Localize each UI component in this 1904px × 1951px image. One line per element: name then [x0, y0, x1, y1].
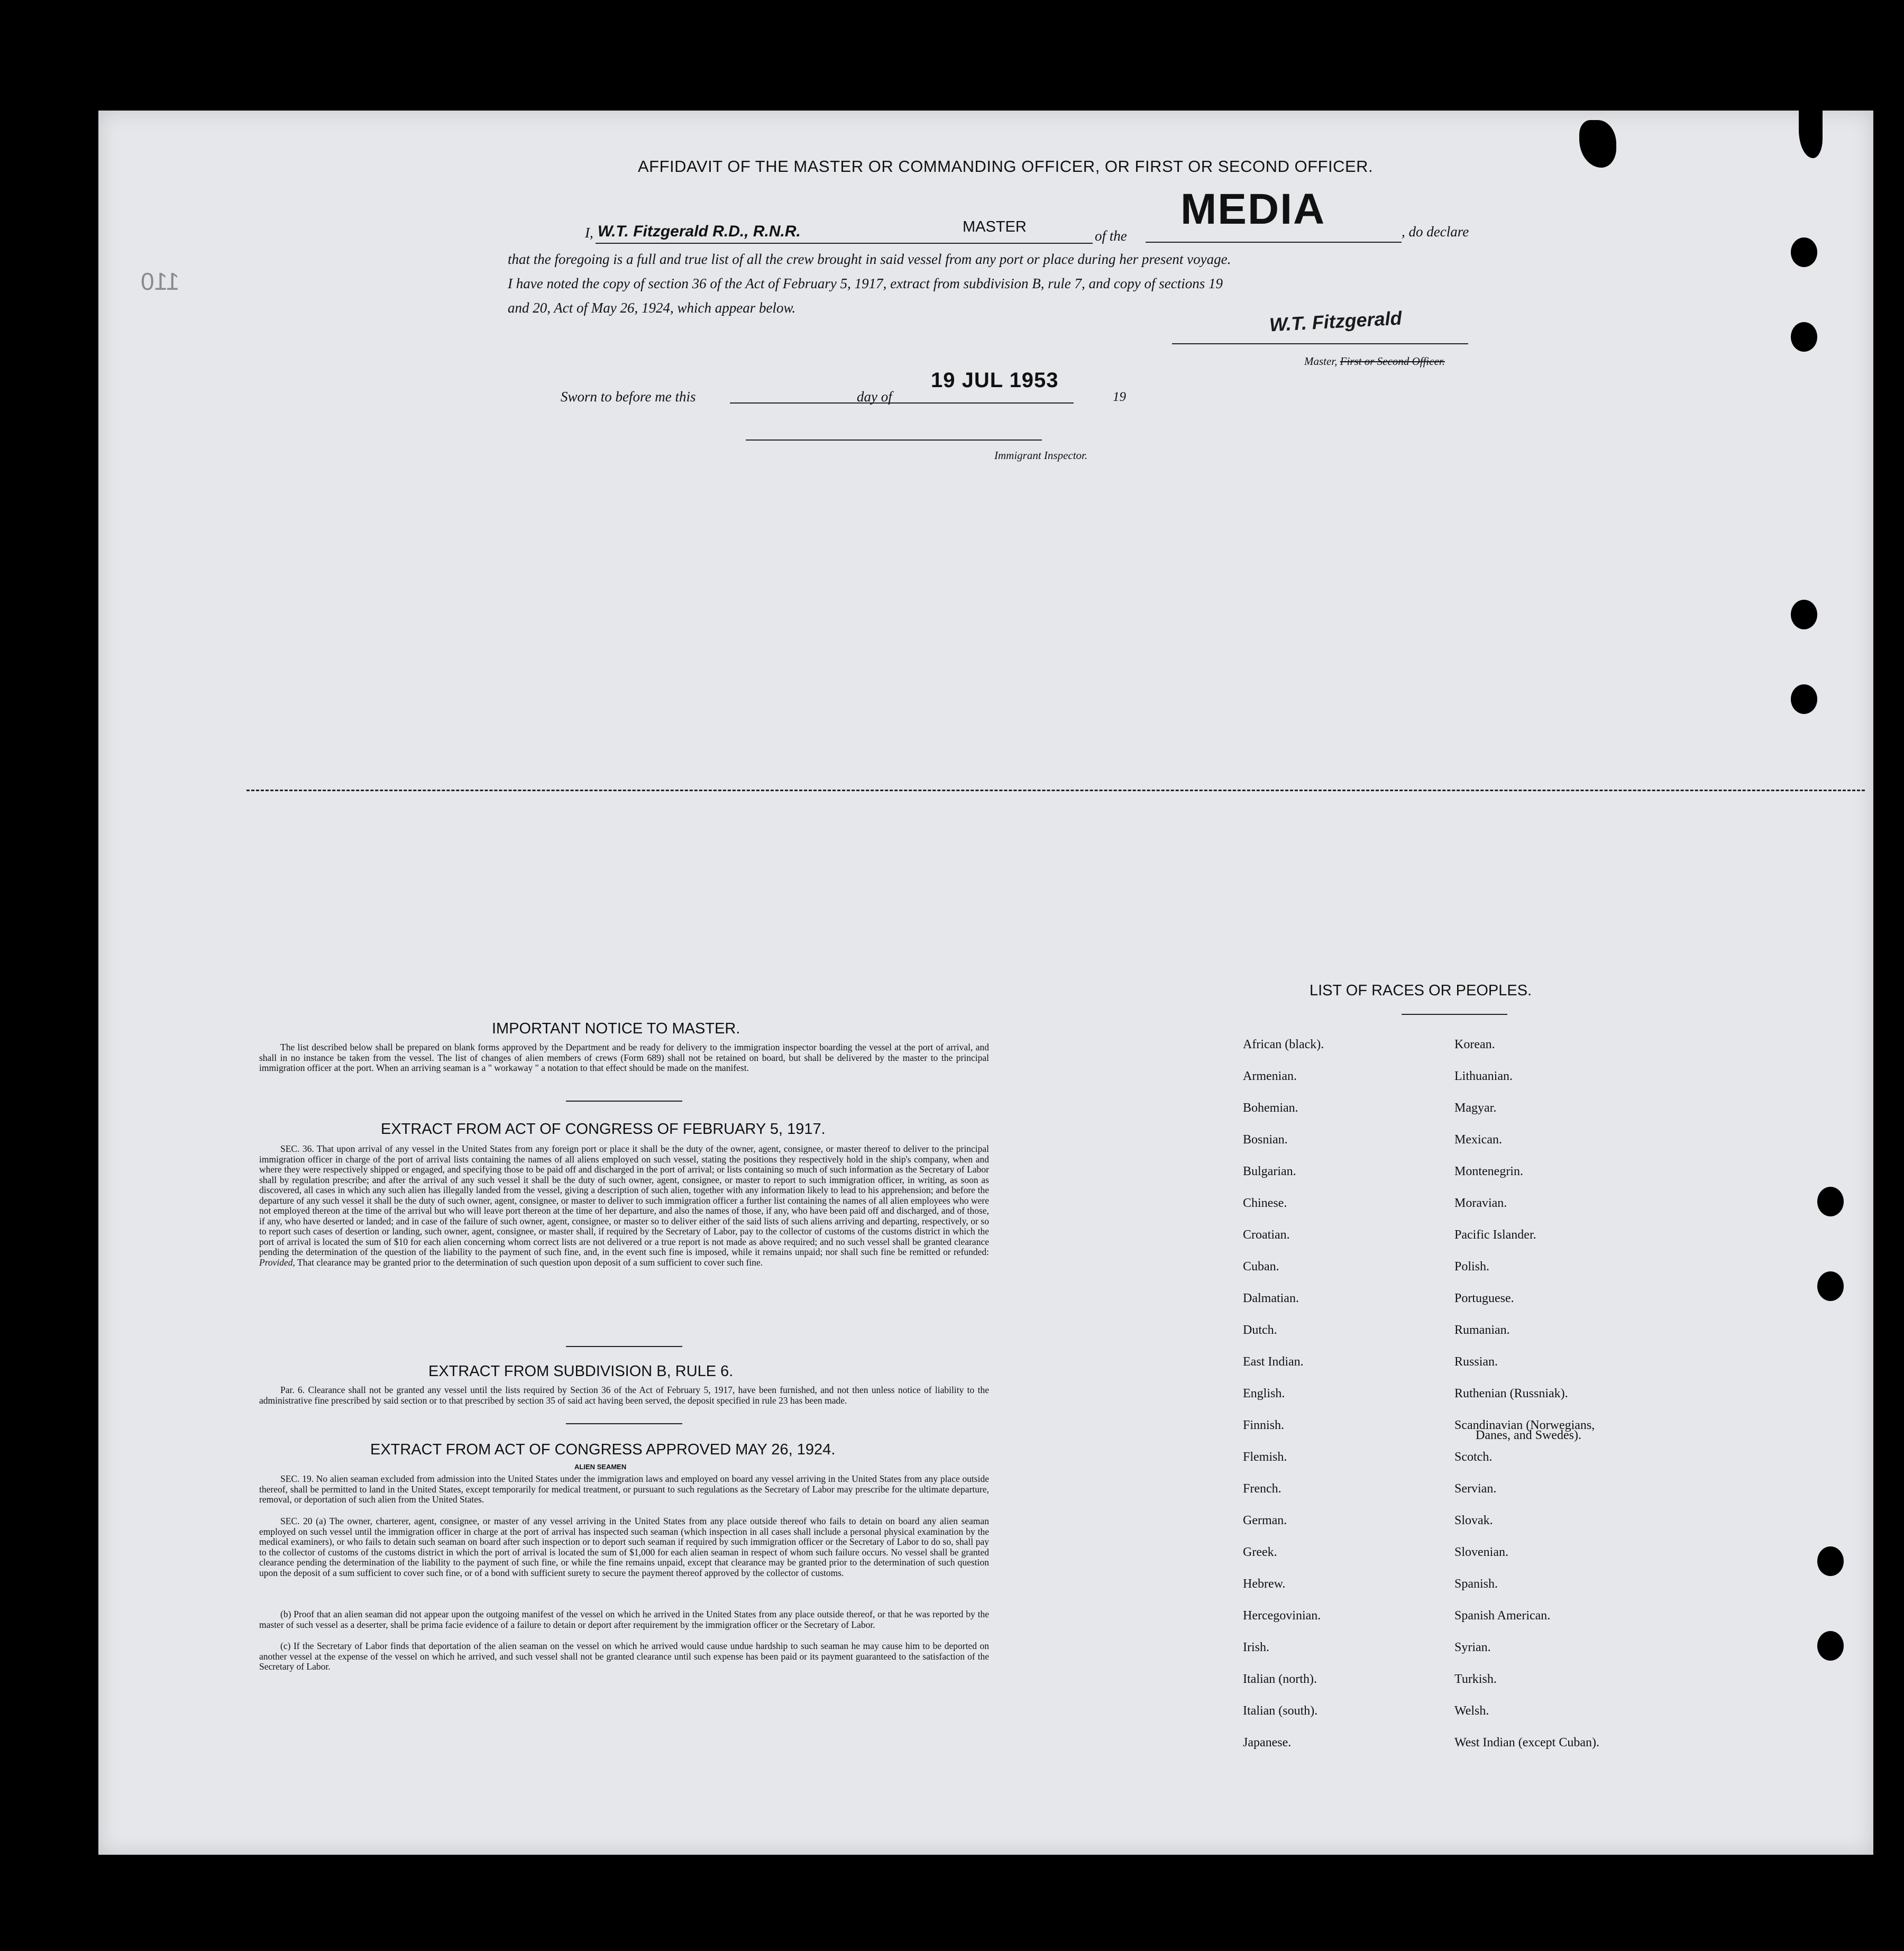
race-item: Spanish.: [1454, 1577, 1498, 1591]
extract-1917-text: SEC. 36. That upon arrival of any vessel in the United States from any foreign port or place it shall be the duty of the owner, agent, consignee, or master thereof to deliver to the principal immigration officer in charge of the port of arrival lists containing the names of all aliens employed on such vessel, stating the positions they respectively hold in the ship's company, when and where they were respectively shipped or engaged, and specifying those to be paid off and discharged in the port of arrival; or lists containing so much of such information as the Secretary of Labor shall by regulation prescribe; and after the arrival of any such vessel it shall be the duty of such owner, agent, consignee, or master to report to such immigration officer, in writing, as soon as discovered, all cases in which any such alien has illegally landed from the vessel, giving a description of such alien, together with any information likely to lead to his apprehension; and before the departure of any such vessel it shall be the duty of such owner, agent, consignee, or master to deliver to such immigration officer a further list containing the names of all alien employees who were not employed thereon at the time of the arrival but who will leave port thereon at the time of her departure, and also the names of those, if any, who have been paid off and discharged, and of those, if any, who have deserted or landed; and in case of the failure of such owner, agent, consignee, or master so to deliver either of the said lists of such aliens arriving and departing, respectively, or so to report such cases of desertion or landing, such owner, agent, consignee, or master shall, if required by the Secretary of Labor, pay to the collector of customs of the customs district in which the port of arrival is located the sum of $10 for each alien concerning whom correct lists are not delivered or a true report is not made as above required; and no such vessel shall be granted clearance pending the determination of the question of the liability to the payment of such fine, and, in the event such fine is imposed, while it remains unpaid; nor shall such fine be remitted or refunded:: [259, 1143, 989, 1257]
affidavit-line-3: and 20, Act of May 26, 1924, which appear below.: [508, 300, 796, 316]
race-item: Bohemian.: [1243, 1101, 1298, 1115]
race-item: Mexican.: [1454, 1133, 1502, 1147]
race-item: Flemish.: [1243, 1450, 1287, 1464]
extract-1924-sec20c: (c) If the Secretary of Labor finds that deportation of the alien seaman on the vessel on which he arrived would cause undue hardship to such seaman he may cause him to be deported on another vessel at the expense of the vessel on which he arrived, and such vessel shall not be granted clearance until such expense has been paid or its payment guaranteed to the satisfaction of the Secretary of Labor.: [259, 1641, 989, 1672]
race-item: Greek.: [1243, 1545, 1277, 1559]
divider: [566, 1423, 682, 1424]
notice-body: The list described below shall be prepared on blank forms approved by the Department and be ready for delivery to the immigration inspector boarding the vessel at the port of arrival, and shall in no instance be taken from the vessel. The list of changes of alien members of crews (Form 689) shall not be retained on board, but shall be delivered by the master to the principal immigration officer at the port. When an arriving seaman is a " workaway " a notation to that effect should be made on the manifest.: [259, 1042, 989, 1073]
do-declare-label: , do declare: [1402, 224, 1469, 240]
extract-1917-proviso-word: Provided,: [259, 1257, 295, 1268]
margin-number: 110: [141, 268, 180, 295]
signature-caption-master: Master,: [1304, 355, 1338, 368]
ink-blot: [1579, 120, 1616, 168]
race-item: French.: [1243, 1482, 1281, 1496]
races-title: LIST OF RACES OR PEOPLES.: [1310, 982, 1532, 999]
race-item: Spanish American.: [1454, 1609, 1551, 1623]
race-item: Pacific Islander.: [1454, 1228, 1536, 1242]
divider: [566, 1346, 682, 1347]
race-item: Polish.: [1454, 1260, 1490, 1274]
race-item: Bosnian.: [1243, 1133, 1288, 1147]
vessel-underline: [1146, 242, 1402, 243]
race-item: Slovenian.: [1454, 1545, 1508, 1559]
race-item: Scandinavian (Norwegians,: [1454, 1418, 1595, 1432]
race-item: Montenegrin.: [1454, 1165, 1523, 1178]
fold-line: [246, 790, 1865, 791]
race-item: Rumanian.: [1454, 1323, 1510, 1337]
race-item: English.: [1243, 1387, 1285, 1400]
declarant-rank: MASTER: [963, 218, 1027, 235]
race-item: Scotch.: [1454, 1450, 1493, 1464]
extract-1924-subtitle: ALIEN SEAMEN: [574, 1463, 627, 1471]
race-item: Lithuanian.: [1454, 1069, 1513, 1083]
race-item: Dutch.: [1243, 1323, 1277, 1337]
race-item: East Indian.: [1243, 1355, 1304, 1369]
punch-hole: [1817, 1631, 1844, 1661]
day-of-label: day of: [857, 389, 892, 405]
manifest-page: [98, 111, 1873, 1855]
extract-1924-sec20b: (b) Proof that an alien seaman did not appear upon the outgoing manifest of the vessel on which he arrived in the United States from any place outside thereof, or that he was reported by the master of such vessel as a deserter, shall be prima facie evidence of a failure to detain or deport after requirement by the immigration officer or the Secretary of Labor.: [259, 1609, 989, 1630]
race-item: Syrian.: [1454, 1641, 1491, 1654]
punch-hole: [1791, 684, 1817, 714]
race-item: Italian (north).: [1243, 1672, 1317, 1686]
declarant-prefix: I,: [585, 225, 593, 241]
sworn-date-stamp: 19 JUL 1953: [931, 369, 1059, 392]
races-right-column: [1454, 1029, 1599, 1758]
race-item: Ruthenian (Russniak).: [1454, 1387, 1568, 1400]
race-item: Moravian.: [1454, 1196, 1507, 1210]
inspector-underline: [746, 439, 1042, 441]
race-item: Servian.: [1454, 1482, 1497, 1496]
race-item-continuation: Danes, and Swedes).: [1476, 1428, 1581, 1442]
master-signature: W.T. Fitzgerald: [1269, 307, 1403, 336]
extract-1917-proviso-rest: That clearance may be granted prior to the determination of such question upon deposit of a sum sufficient to cover such fine.: [297, 1257, 763, 1268]
race-item: Hebrew.: [1243, 1577, 1286, 1591]
race-item: Slovak.: [1454, 1514, 1493, 1527]
race-item: Welsh.: [1454, 1704, 1489, 1718]
punch-hole: [1791, 237, 1817, 267]
punch-hole: [1817, 1546, 1844, 1576]
sworn-prefix: Sworn to before me this: [561, 389, 696, 405]
divider: [1402, 1014, 1507, 1015]
extract-1924-sec20a: SEC. 20 (a) The owner, charterer, agent, consignee, or master of any vessel arriving in the United States from any place outside thereof who fails to detain on board any alien seaman employed on such vessel until the immigration officer in charge at the port of arrival has inspected such seaman (which inspection in all cases shall include a personal physical examination by the medical examiners), or who fails to detain such seaman on board after such inspection or to deport such seaman if required by such immigration officer or the Secretary of Labor to do so, shall pay to the collector of customs of the customs district in which the port of arrival is located the sum of $1,000 for each alien seaman in respect of whom such failure occurs. No vessel shall be granted clearance pending the determination of the liability to the payment of such fine, or while the fine remains unpaid, except that clearance may be granted prior to the determination of such question upon the deposit of a sum sufficient to cover such fine, or of a bond with sufficient surety to secure the payment thereof approved by the collector of customs.: [259, 1516, 989, 1578]
extract-rule6-body: Par. 6. Clearance shall not be granted any vessel until the lists required by Section 36 of the Act of February 5, 1917, have been furnished, and not then unless notice of liability to the administrative fine prescribed by said section or to that prescribed by section 35 of said act having been served, the deposit specified in rule 23 has been made.: [259, 1385, 989, 1406]
race-item: Armenian.: [1243, 1069, 1297, 1083]
signature-underline: [1172, 343, 1468, 344]
race-item: Magyar.: [1454, 1101, 1497, 1115]
race-item: Croatian.: [1243, 1228, 1290, 1242]
race-item: Finnish.: [1243, 1418, 1285, 1432]
race-item: West Indian (except Cuban).: [1454, 1736, 1599, 1750]
of-the-label: of the: [1095, 228, 1127, 244]
race-item: Japanese.: [1243, 1736, 1292, 1750]
race-item: Russian.: [1454, 1355, 1498, 1369]
declarant-underline: [596, 243, 1093, 244]
affidavit-heading: AFFIDAVIT OF THE MASTER OR COMMANDING OFFICER, OR FIRST OR SECOND OFFICER.: [638, 157, 1374, 176]
sworn-month-underline: [904, 402, 1074, 404]
race-item: German.: [1243, 1514, 1287, 1527]
ink-blot: [1799, 111, 1823, 158]
race-item: Portuguese.: [1454, 1291, 1514, 1305]
race-item: African (black).: [1243, 1038, 1324, 1051]
race-item: Bulgarian.: [1243, 1165, 1296, 1178]
punch-hole: [1791, 600, 1817, 629]
extract-1924-title: EXTRACT FROM ACT OF CONGRESS APPROVED MAY 26, 1924.: [370, 1441, 836, 1458]
race-item: Turkish.: [1454, 1672, 1497, 1686]
extract-1917-body: [259, 1144, 989, 1268]
extract-1924-sec19: SEC. 19. No alien seaman excluded from admission into the United States under the immigration laws and employed on board any vessel arriving in the United States from any place outside thereof, shall be permitted to land in the United States, except temporarily for medical treatment, or pursuant to such regulations as the Secretary of Labor may prescribe for the ultimate departure, removal, or deportation of such alien from the United States.: [259, 1473, 989, 1505]
extract-1917-title: EXTRACT FROM ACT OF CONGRESS OF FEBRUARY 5, 1917.: [381, 1121, 826, 1138]
inspector-caption: Immigrant Inspector.: [994, 449, 1088, 462]
punch-hole: [1817, 1271, 1844, 1301]
vessel-name: MEDIA: [1180, 185, 1326, 233]
race-item: Korean.: [1454, 1038, 1495, 1051]
race-item: Chinese.: [1243, 1196, 1287, 1210]
signature-caption: [1304, 355, 1445, 368]
year-prefix: 19: [1113, 390, 1126, 404]
notice-title: IMPORTANT NOTICE TO MASTER.: [492, 1020, 740, 1037]
race-item: Dalmatian.: [1243, 1291, 1299, 1305]
signature-caption-struck: First or Second Officer.: [1340, 355, 1445, 368]
punch-hole: [1817, 1187, 1844, 1216]
extract-rule6-title: EXTRACT FROM SUBDIVISION B, RULE 6.: [428, 1363, 734, 1380]
divider: [566, 1101, 682, 1102]
race-item: Irish.: [1243, 1641, 1269, 1654]
affidavit-line-1: that the foregoing is a full and true list of all the crew brought in said vessel from any port or place during her present voyage.: [508, 251, 1231, 267]
race-item: Cuban.: [1243, 1260, 1279, 1274]
punch-hole: [1791, 322, 1817, 352]
race-item: Italian (south).: [1243, 1704, 1318, 1718]
declarant-name: W.T. Fitzgerald R.D., R.N.R.: [598, 223, 801, 240]
races-left-column: [1243, 1029, 1324, 1758]
affidavit-line-2: I have noted the copy of section 36 of the Act of February 5, 1917, extract from subdivision B, rule 7, and copy of sections 19: [508, 276, 1223, 291]
race-item: Hercegovinian.: [1243, 1609, 1321, 1623]
